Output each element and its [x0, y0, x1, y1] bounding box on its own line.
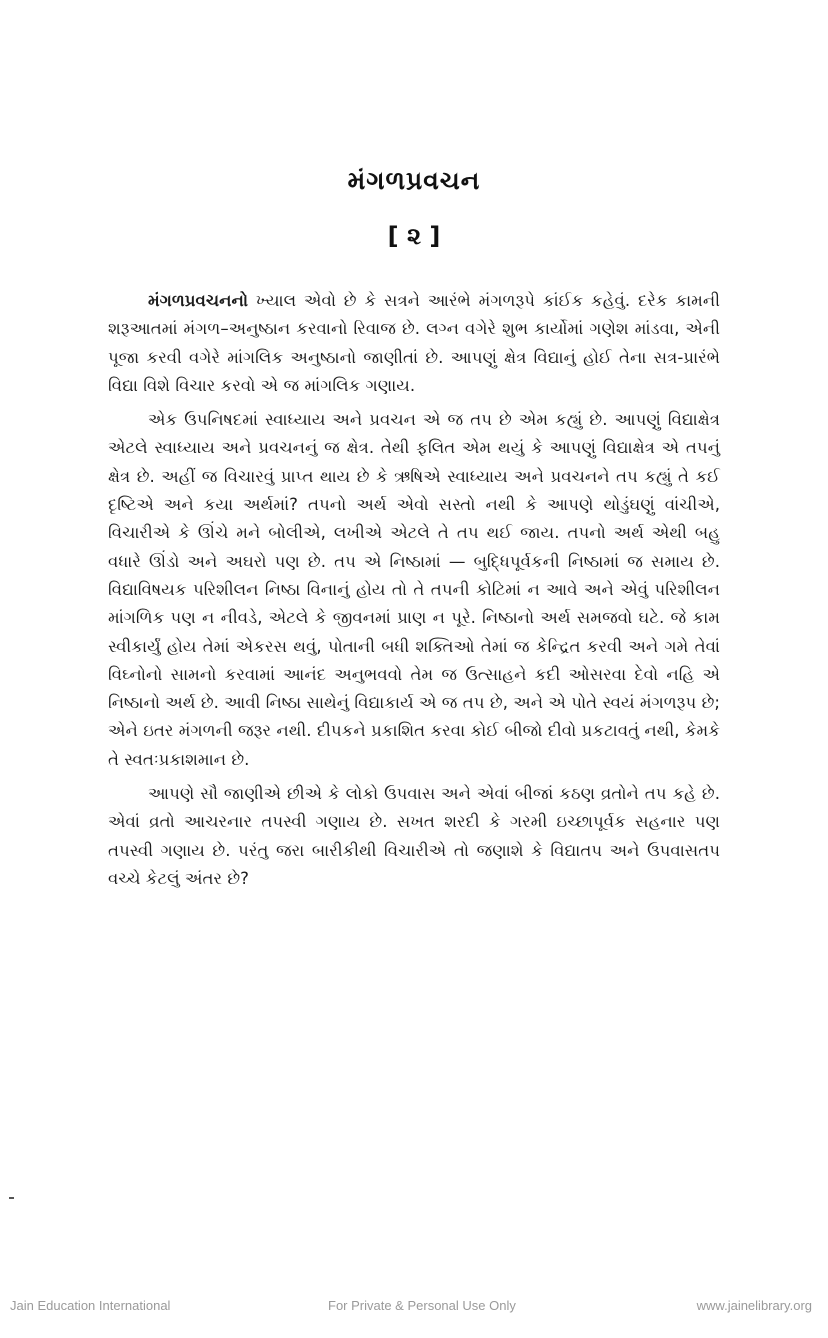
body-text [108, 287, 720, 893]
paragraph-text: એક ઉપનિષદમાં સ્વાધ્યાય અને પ્રવચન એ જ તપ છે એમ કહ્યું છે. આપણું વિદ્યાક્ષેત્ર એટલે સ્વાધ્યાય અને પ્રવચનનું જ ક્ષેત્ર. તેથી ફલિત એમ થયું કે આપણું વિદ્યાક્ષેત્ર એ તપનું ક્ષેત્ર છે. અહીં જ વિચારવું પ્રાપ્ત થાય છે કે ઋષિએ સ્વાધ્યાય અને પ્રવચનને તપ કહ્યું તે કઈ દૃષ્ટિએ અને કયા અર્થમાં? તપનો અર્થ એવો સસ્તો નથી કે આપણે થોડુંઘણું વાંચીએ, વિચારીએ કે ઊંચે મને બોલીએ, લખીએ એટલે તે તપ થઈ જાય. તપનો અર્થ એથી બહુ વધારે ઊંડો અને અઘરો પણ છે. તપ એ નિષ્ઠામાં — બુદ્ધિપૂર્વકની નિષ્ઠામાં જ સમાય છે. વિદ્યાવિષયક પરિશીલન નિષ્ઠા વિનાનું હોય તો તે તપની કોટિમાં ન આવે અને એવું પરિશીલન માંગળિક પણ ન નીવડે, એટલે કે જીવનમાં પ્રાણ ન પૂરે. નિષ્ઠાનો અર્થ સમજવો ઘટે. જે કામ સ્વીકાર્યું હોય તેમાં એકરસ થવું, પોતાની બધી શક્તિઓ તેમાં જ કેન્દ્રિત કરવી અને ગમે તેવાં વિઘ્નોનો સામનો કરવામાં આનંદ અનુભવવો તેમ જ ઉત્સાહને કદી ઓસરવા દેવો નહિ એ નિષ્ઠાનો અર્થ છે. આવી નિષ્ઠા સાથેનું વિદ્યાકાર્ય એ જ તપ છે, અને એ પોતે સ્વયં મંગળરૂપ છે; એને ઇતર મંગળની જરૂર નથી. દીપકને પ્રકાશિત કરવા કોઈ બીજો દીવો પ્રકટાવતું નથી, કેમકે તે સ્વતઃપ્રકાશમાન છે. [108, 410, 721, 769]
footer [0, 1298, 828, 1318]
page-title: મંગળપ્રવચન [347, 166, 481, 195]
chapter-number: [ ૨ ] [387, 222, 441, 250]
paragraph-3 [108, 780, 720, 893]
footer-publisher: Jain Education International [10, 1298, 171, 1313]
paragraph-2 [108, 406, 720, 774]
paragraph-text: ખ્યાલ એવો છે કે સત્રને આરંભે મંગળરૂપે કાંઈક કહેવું. દરેક કામની શરૂઆતમાં મંગળ–અનુષ્ઠાન કરવાનો રિવાજ છે. લગ્ન વગેરે શુભ કાર્યોમાં ગણેશ માંડવા, એની પૂજા કરવી વગેરે માંગલિક અનુષ્ઠાનો જાણીતાં છે. આપણું ક્ષેત્ર વિદ્યાનું હોઈ તેના સત્ર-પ્રારંભે વિદ્યા વિશે વિચાર કરવો એ જ માંગલિક ગણાય. [108, 291, 720, 395]
paragraph-1 [108, 287, 720, 400]
footer-usage-notice: For Private & Personal Use Only [328, 1298, 516, 1313]
scan-artifact-mark [9, 1197, 14, 1199]
paragraph-text: આપણે સૌ જાણીએ છીએ કે લોકો ઉપવાસ અને એવાં બીજાં કઠણ વ્રતોને તપ કહે છે. એવાં વ્રતો આચરનાર તપસ્વી ગણાય છે. સખત શરદી કે ગરમી ઇચ્છાપૂર્વક સહનાર પણ તપસ્વી ગણાય છે. પરંતુ જરા બારીકીથી વિચારીએ તો જણાશે કે વિદ્યાતપ અને ઉપવાસતપ વચ્ચે કેટલું અંતર છે? [108, 784, 720, 888]
footer-website-link[interactable]: www.jainelibrary.org [696, 1298, 812, 1313]
paragraph-lead-word: મંગળપ્રવચનનો [148, 291, 249, 310]
